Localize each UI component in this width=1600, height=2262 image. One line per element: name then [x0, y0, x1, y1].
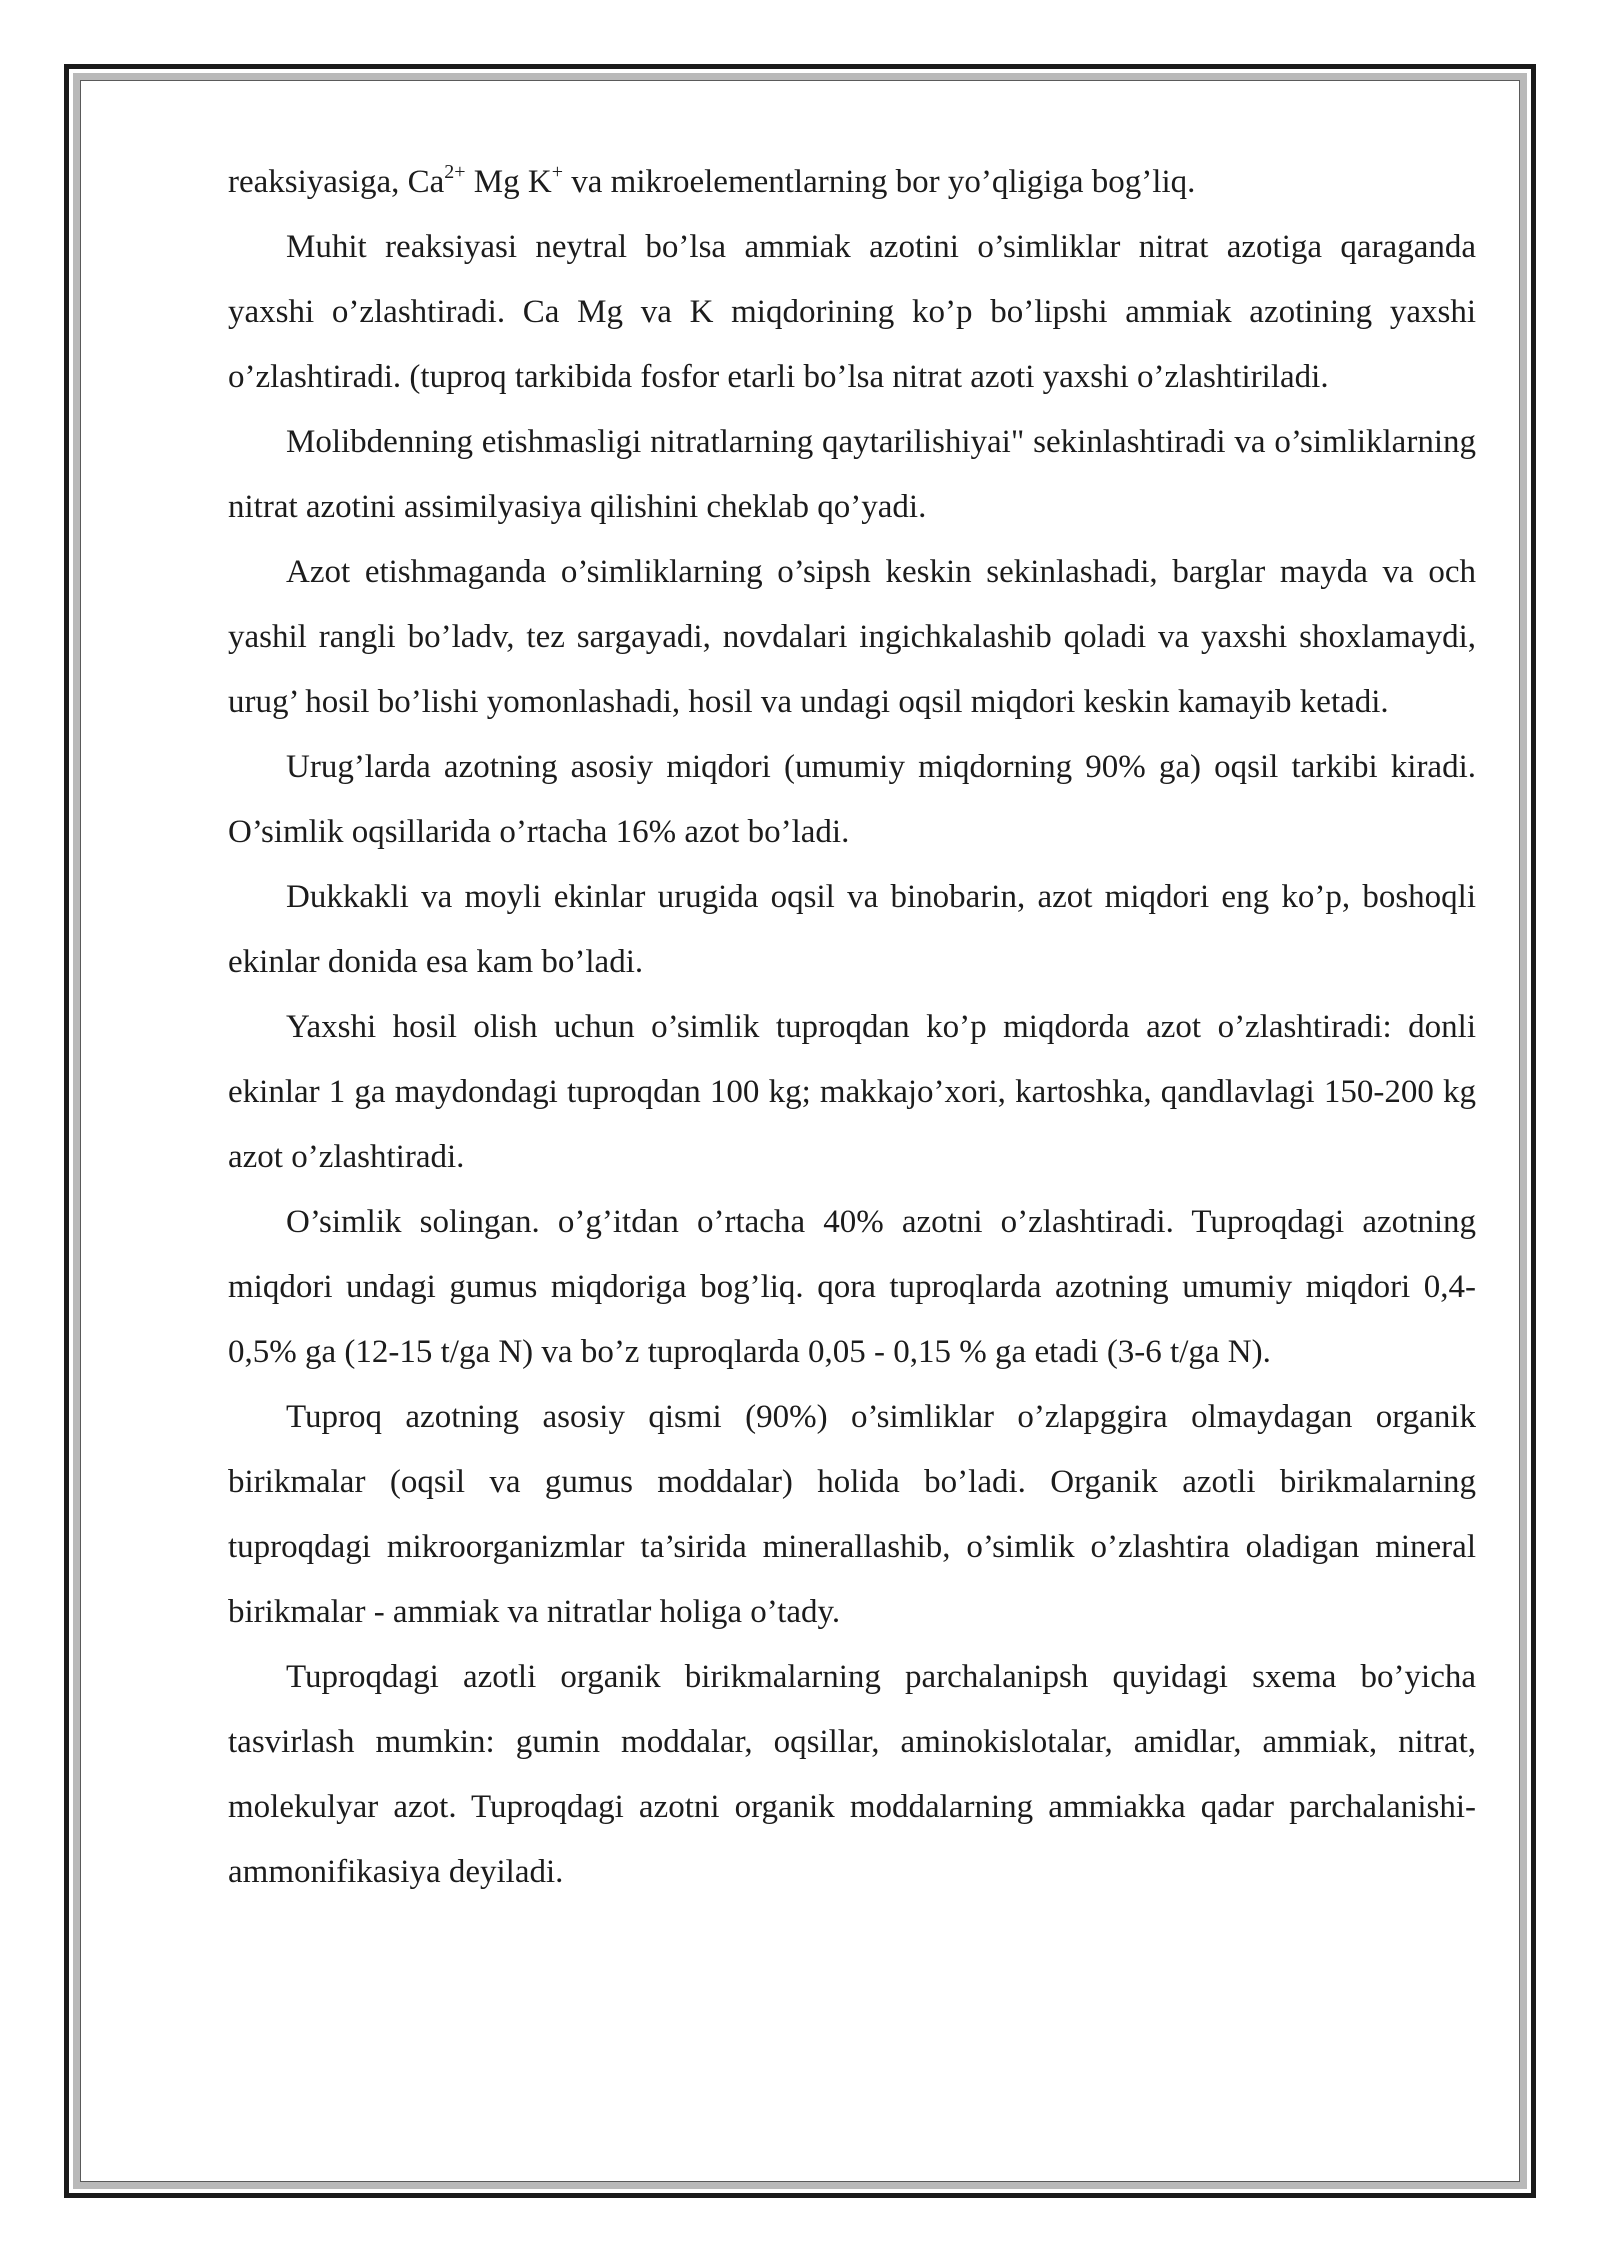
paragraph: Tuproqdagi azotli organik birikmalarning parchalanipsh quyidagi sxema bo’yicha tasvirlash mumkin: gumin moddalar, oqsillar, aminokislotalar, amidlar, ammiak, nitrat, molekulyar azot. Tuproqdagi azotni organik moddalarning ammiakka qadar parchalanishi- ammonifikasiya deyiladi.	[228, 1659, 1476, 1890]
paragraph: Molibdenning etishmasligi nitratlarning qaytarilishiyai" sekinlashtiradi va o’simliklarning nitrat azotini assimilyasiya qilishini cheklab qo’yadi.	[228, 424, 1476, 525]
paragraph: O’simlik solingan. o’g’itdan o’rtacha 40% azotni o’zlashtiradi. Tuproqdagi azotning miqdori undagi gumus miqdoriga bog’liq. qora tuproqlarda azotning umumiy miqdori 0,4-0,5% ga (12-15 t/ga N) va bo’z tuproqlarda 0,05 - 0,15 % ga etadi (3-6 t/ga N).	[228, 1204, 1476, 1370]
document-body	[228, 150, 1476, 1905]
paragraph: Urug’larda azotning asosiy miqdori (umumiy miqdorning 90% ga) oqsil tarkibi kiradi. O’simlik oqsillarida o’rtacha 16% azot bo’ladi.	[228, 749, 1476, 850]
paragraph: Azot etishmaganda o’simliklarning o’sipsh keskin sekinlashadi, barglar mayda va och yashil rangli bo’ladv, tez sargayadi, novdalari ingichkalashib qoladi va yaxshi shoxlamaydi, urug’ hosil bo’lishi yomonlashadi, hosil va undagi oqsil miqdori keskin kamayib ketadi.	[228, 554, 1476, 720]
paragraph: Tuproq azotning asosiy qismi (90%) o’simliklar o’zlapggira olmaydagan organik birikmalar (oqsil va gumus moddalar) holida bo’ladi. Organik azotli birikmalarning tuproqdagi mikroorganizmlar ta’sirida minerallashib, o’simlik o’zlashtira oladigan mineral birikmalar - ammiak va nitratlar holiga o’tady.	[228, 1399, 1476, 1630]
paragraph: Yaxshi hosil olish uchun o’simlik tuproqdan ko’p miqdorda azot o’zlashtiradi: donli ekinlar 1 ga maydondagi tuproqdan 100 kg; makkajo’xori, kartoshka, qandlavlagi 150-200 kg azot o’zlashtiradi.	[228, 1009, 1476, 1175]
paragraph: Dukkakli va moyli ekinlar urugida oqsil va binobarin, azot miqdori eng ko’p, boshoqli ekinlar donida esa kam bo’ladi.	[228, 879, 1476, 980]
paragraph-continuation: reaksiyasiga, $Ca^{2+}$ Mg K+ va mikroelementlarning bor yo’qligiga bog’liq.	[228, 161, 1196, 200]
paragraph: Muhit reaksiyasi neytral bo’lsa ammiak azotini o’simliklar nitrat azotiga qaraganda yaxshi o’zlashtiradi. Ca Mg va K miqdorining ko’p bo’lipshi ammiak azotining yaxshi o’zlashtiradi. (tuproq tarkibida fosfor etarli bo’lsa nitrat azoti yaxshi o’zlashtiriladi.	[228, 229, 1476, 395]
superscript-charge: 2+	[444, 161, 466, 183]
superscript-charge: +	[551, 161, 564, 183]
